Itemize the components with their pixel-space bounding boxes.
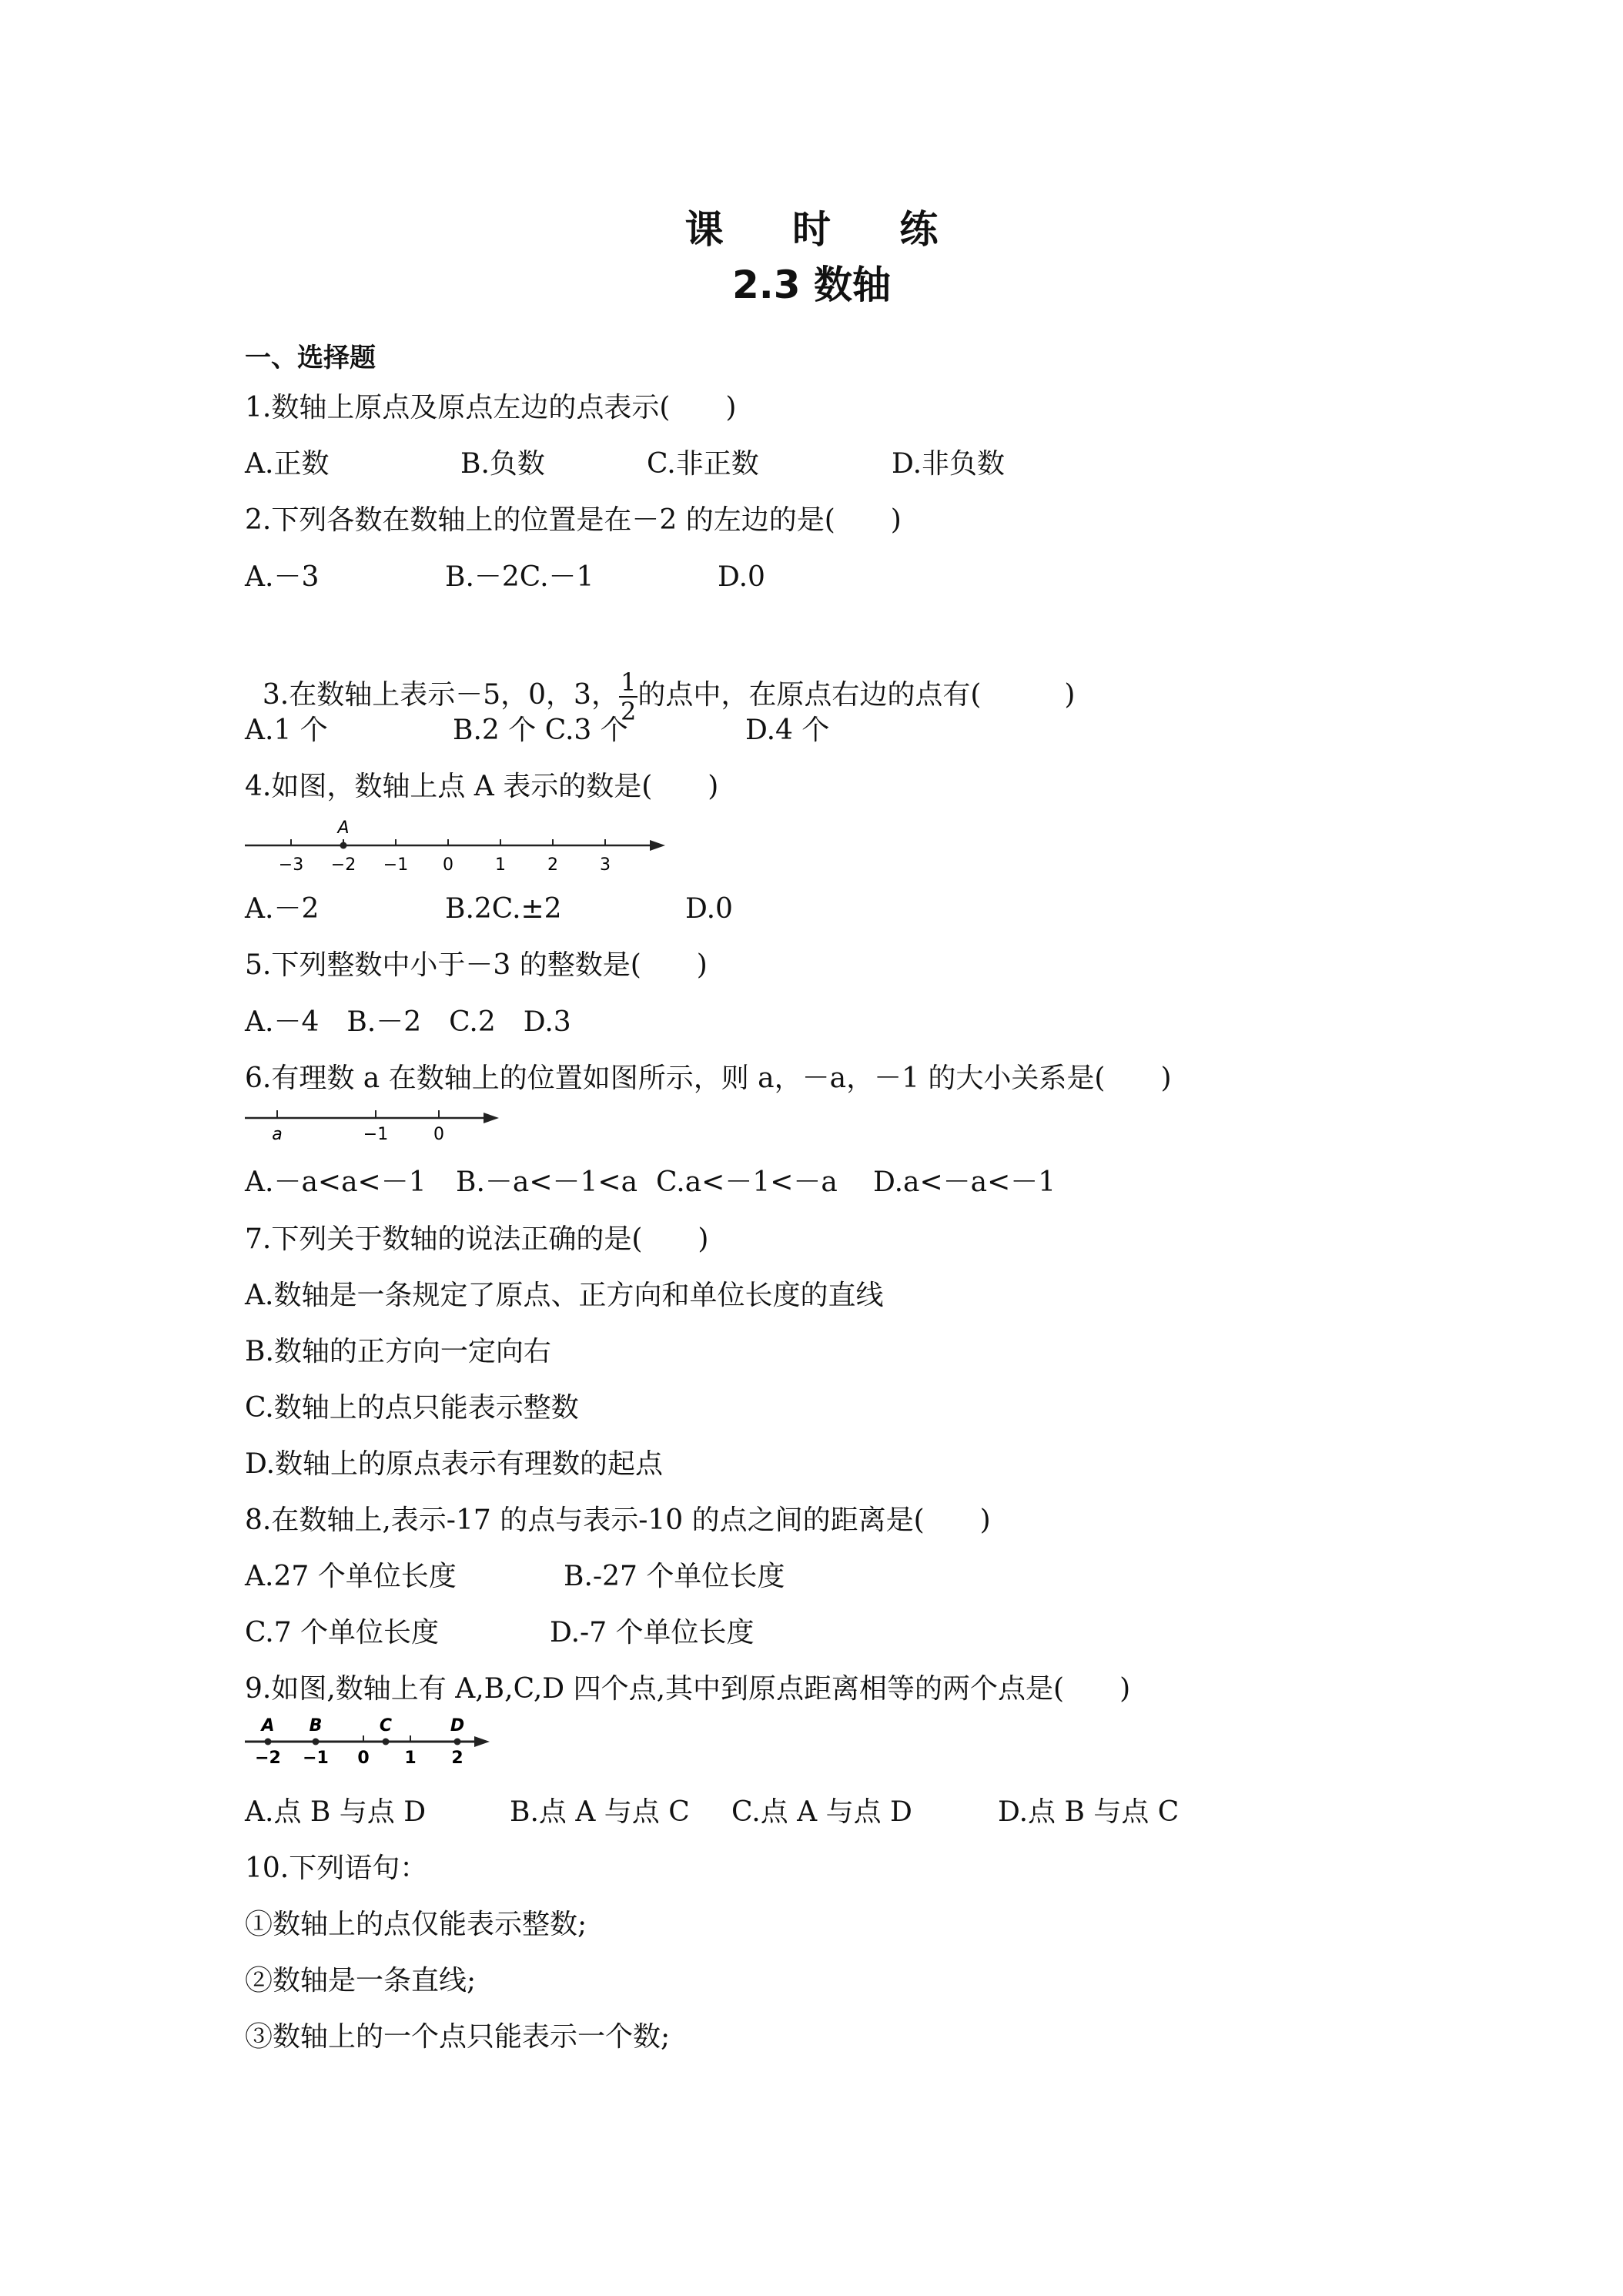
q3-option-bc: B.2 个 C.3 个 [453,715,628,746]
q10-statement-2: ②数轴是一条直线; [245,1965,477,1996]
q9-point-b [313,1739,320,1745]
q9-option-b: B.点 A 与点 C [510,1796,690,1828]
q9-tick-label: 1 [404,1749,417,1768]
q1-option-c: C.非正数 [647,448,759,480]
q6-option-c: C.a<－1<－a [656,1166,838,1198]
q1-option-d: D.非负数 [892,448,1006,480]
q4-stem: 4.如图，数轴上点 A 表示的数是( ) [245,771,719,802]
q5-options: A.－4 B.－2 C.2 D.3 [245,1006,571,1038]
q6-option-d: D.a<－a<－1 [873,1166,1056,1198]
q3-stem-post: 的点中，在原点右边的点有( ) [637,679,1076,711]
q7-option-b: B.数轴的正方向一定向右 [245,1336,551,1367]
q4-tick-label: −3 [278,855,304,875]
q7-stem: 7.下列关于数轴的说法正确的是( ) [245,1223,709,1255]
q10-statement-3: ③数轴上的一个点只能表示一个数; [245,2021,671,2053]
q6-number-line [245,1101,507,1147]
q8-option-b: B.-27 个单位长度 [564,1561,785,1592]
q4-option-bc: B.2C.±2 [445,893,562,925]
q9-point-label: A [261,1716,275,1735]
q3-stem-pre: 3.在数轴上表示－5，0，3， [262,679,619,711]
q6-label-minus-1: −1 [363,1125,389,1144]
q9-option-a: A.点 B 与点 D [245,1796,427,1828]
q1-stem: 1.数轴上原点及原点左边的点表示( ) [245,392,737,423]
q9-point-d [454,1739,461,1745]
q4-tick-label: 3 [600,855,611,875]
q3-stem [245,633,1075,725]
q3-option-a: A.1 个 [245,715,328,746]
q2-option-a: A.－3 [245,561,320,593]
q10-stem: 10.下列语句： [245,1853,428,1884]
q7-option-c: C.数轴上的点只能表示整数 [245,1392,579,1424]
q10-statement-1: ①数轴上的点仅能表示整数; [245,1909,587,1940]
q4-tick-label: −2 [330,855,356,875]
q2-stem: 2.下列各数在数轴上的位置是在－2 的左边的是( ) [245,504,902,536]
q6-stem: 6.有理数 a 在数轴上的位置如图所示，则 a，－a，－1 的大小关系是( ) [245,1063,1172,1094]
section-title: 一、选择题 [245,343,376,373]
q4-arrow-icon [650,840,665,851]
q4-option-a: A.－2 [245,893,320,925]
q6-option-a: A.－a<a<－1 [245,1166,427,1198]
q3-frac-num: 1 [620,668,637,697]
q9-point-a [265,1739,272,1745]
q9-option-c: C.点 A 与点 D [731,1796,912,1828]
q6-arrow-icon [484,1113,499,1123]
q4-number-line [245,816,676,878]
q1-option-a: A.正数 [245,448,330,480]
page-title: 课 时 练 [684,207,966,252]
q8-option-a: A.27 个单位长度 [245,1561,457,1592]
q1-option-b: B.负数 [460,448,545,480]
q4-point-a [340,842,347,849]
q7-option-d: D.数轴上的原点表示有理数的起点 [245,1448,664,1480]
q9-tick-label: 0 [357,1749,370,1768]
q3-option-d: D.4 个 [745,715,830,746]
q9-point-label: C [379,1716,393,1735]
q9-tick-label: −1 [303,1749,329,1768]
q8-option-d: D.-7 个单位长度 [550,1617,755,1648]
q9-point-label: D [450,1716,465,1735]
q2-option-d: D.0 [718,561,765,593]
q4-tick-label: 1 [495,855,506,875]
q9-stem: 9.如图,数轴上有 A,B,C,D 四个点,其中到原点距离相等的两个点是( ) [245,1673,1131,1705]
q6-label-0: 0 [433,1125,444,1144]
q7-option-a: A.数轴是一条规定了原点、正方向和单位长度的直线 [245,1280,884,1311]
q9-number-line [245,1711,499,1772]
q9-point-c [383,1739,390,1745]
q9-option-d: D.点 B 与点 C [998,1796,1180,1828]
q3-frac-den: 2 [620,697,637,726]
q9-point-label: B [309,1716,323,1735]
q2-option-bc: B.－2C.－1 [445,561,594,593]
q4-tick-label: 0 [443,855,453,875]
q6-option-b: B.－a<－1<a [456,1166,638,1198]
q4-tick-label: 2 [547,855,558,875]
q4-option-d: D.0 [685,893,733,925]
q9-arrow-icon [474,1736,490,1747]
q9-tick-label: 2 [451,1749,463,1768]
q4-tick-label: −1 [383,855,409,875]
q4-point-label: A [337,818,350,838]
q5-stem: 5.下列整数中小于－3 的整数是( ) [245,949,708,981]
page-subtitle: 2.3 数轴 [732,263,891,307]
q8-option-c: C.7 个单位长度 [245,1617,440,1648]
q8-stem: 8.在数轴上,表示-17 的点与表示-10 的点之间的距离是( ) [245,1504,991,1536]
q9-tick-label: −2 [255,1749,281,1768]
q6-label-a: a [272,1125,283,1144]
